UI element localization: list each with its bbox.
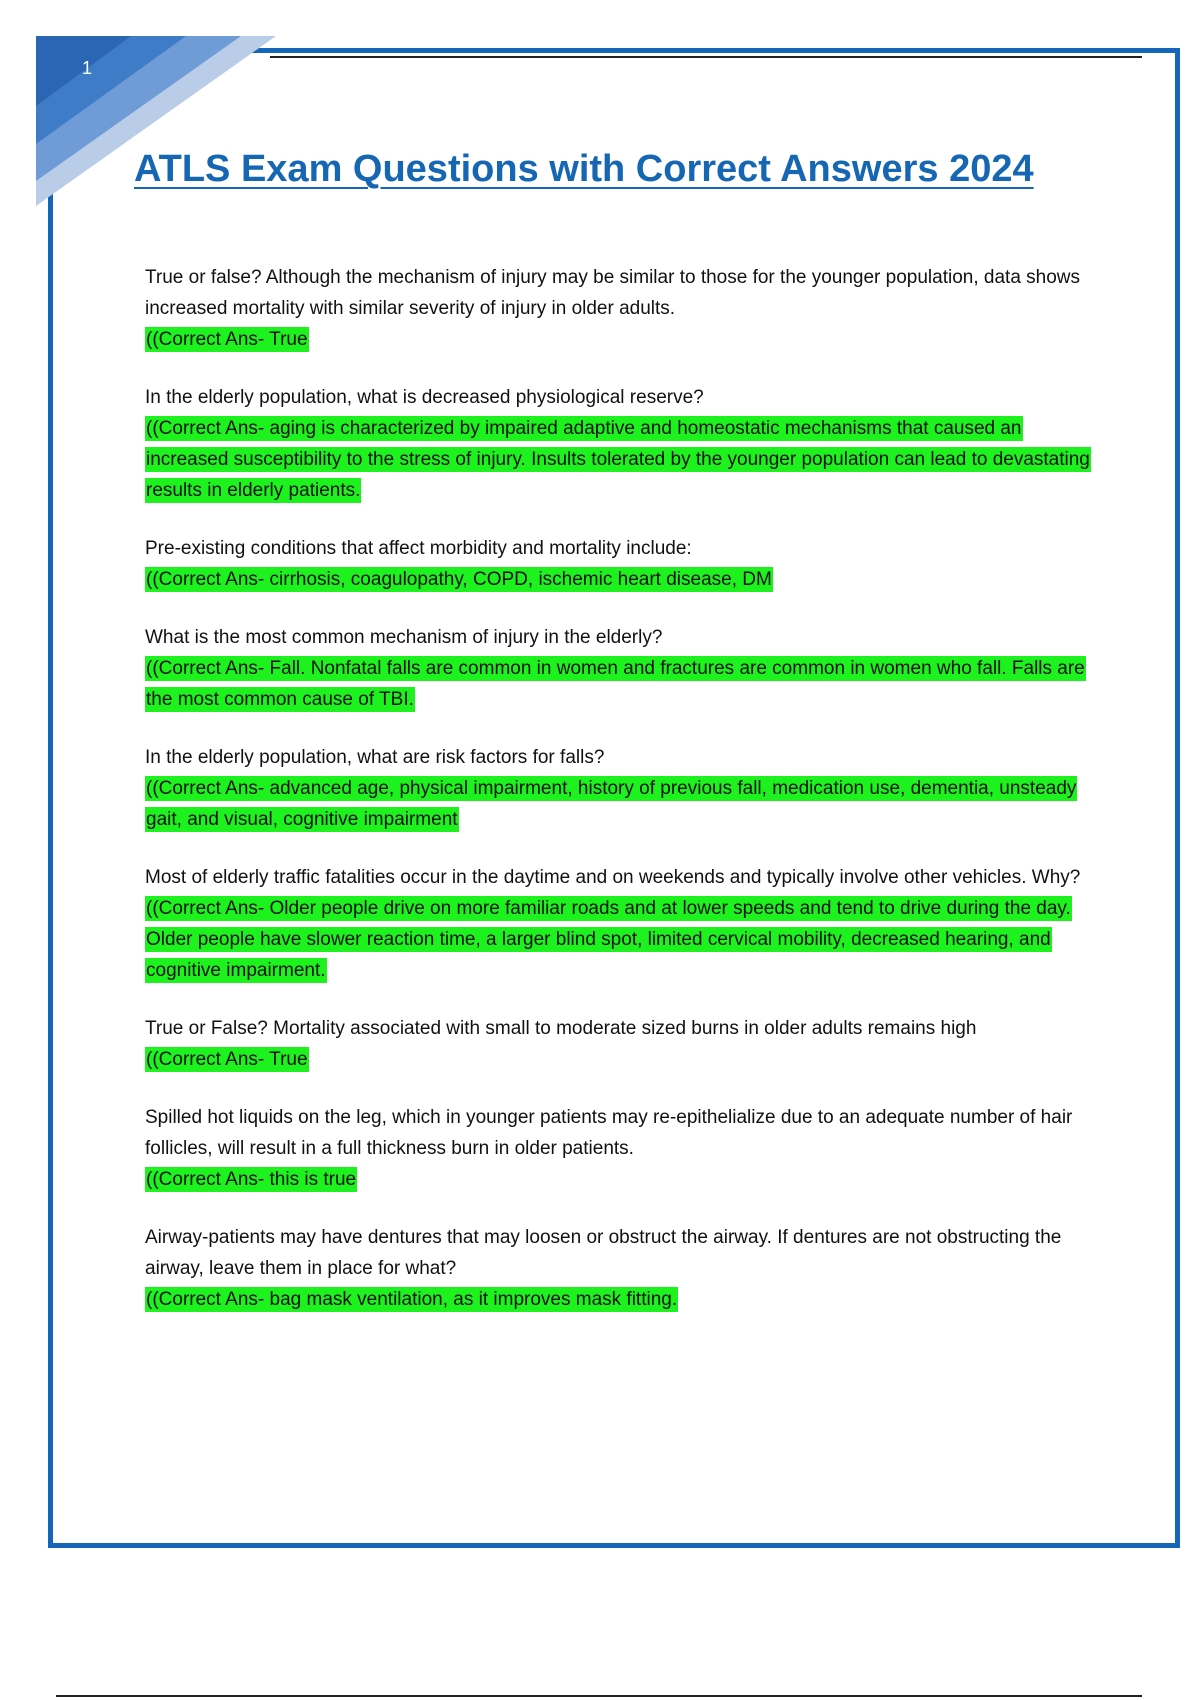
question-text: Spilled hot liquids on the leg, which in younger patients may re-epithelialize due to an adequate number of hair follicles, will result in a full thickness burn in older patients. [145,1107,1073,1159]
question-text: In the elderly population, what is decreased physiological reserve? [145,387,704,408]
question-text: True or false? Although the mechanism of injury may be similar to those for the younger population, data shows increased mortality with similar severity of injury in older adults. [145,267,1081,319]
answer-highlight: ((Correct Ans- this is true [146,1169,357,1190]
answer-highlight: ((Correct Ans- bag mask ventilation, as it improves mask fitting. [146,1289,678,1310]
question-text: Most of elderly traffic fatalities occur in the daytime and on weekends and typically involve other vehicles. Why? [145,867,1081,888]
answer-highlight: ((Correct Ans- advanced age, physical impairment, history of previous fall, medication use, dementia, unsteady gait, and visual, cognitive impairment [146,778,1077,830]
qa-item [145,533,1090,595]
answer-highlight: ((Correct Ans- aging is characterized by impaired adaptive and homeostatic mechanisms that caused an increased susceptibility to the stress of injury. Insults tolerated by the younger population can lead to devastating results in elderly patients. [146,418,1090,501]
qa-item [145,1222,1090,1315]
qa-item [145,622,1090,715]
qa-item [145,1013,1090,1075]
question-text: Pre-existing conditions that affect morbidity and mortality include: [145,538,692,559]
qa-item [145,1102,1090,1195]
answer-highlight: ((Correct Ans- True [146,329,308,350]
question-text: What is the most common mechanism of injury in the elderly? [145,627,663,648]
document-title: ATLS Exam Questions with Correct Answers 2024 [134,148,1034,190]
qa-item [145,862,1090,986]
question-text: In the elderly population, what are risk factors for falls? [145,747,605,768]
question-text: True or False? Mortality associated with small to moderate sized burns in older adults remains high [145,1018,977,1039]
footer-rule [56,1695,1142,1697]
qa-item [145,382,1090,506]
qa-item [145,742,1090,835]
answer-highlight: ((Correct Ans- Fall. Nonfatal falls are common in women and fractures are common in women who fall. Falls are the most common cause of TBI. [146,658,1085,710]
qa-list [145,262,1090,1342]
qa-item [145,262,1090,355]
header-rule [270,56,1142,58]
answer-highlight: ((Correct Ans- True [146,1049,308,1070]
question-text: Airway-patients may have dentures that may loosen or obstruct the airway. If dentures are not obstructing the airway, leave them in place for what? [145,1227,1062,1279]
answer-highlight: ((Correct Ans- Older people drive on more familiar roads and at lower speeds and tend to drive during the day. Older people have slower reaction time, a larger blind spot, limited cervical mobility, decreased hearing, and cognitive impairment. [146,898,1071,981]
page-number: 1 [82,58,93,78]
answer-highlight: ((Correct Ans- cirrhosis, coagulopathy, COPD, ischemic heart disease, DM [146,569,772,590]
